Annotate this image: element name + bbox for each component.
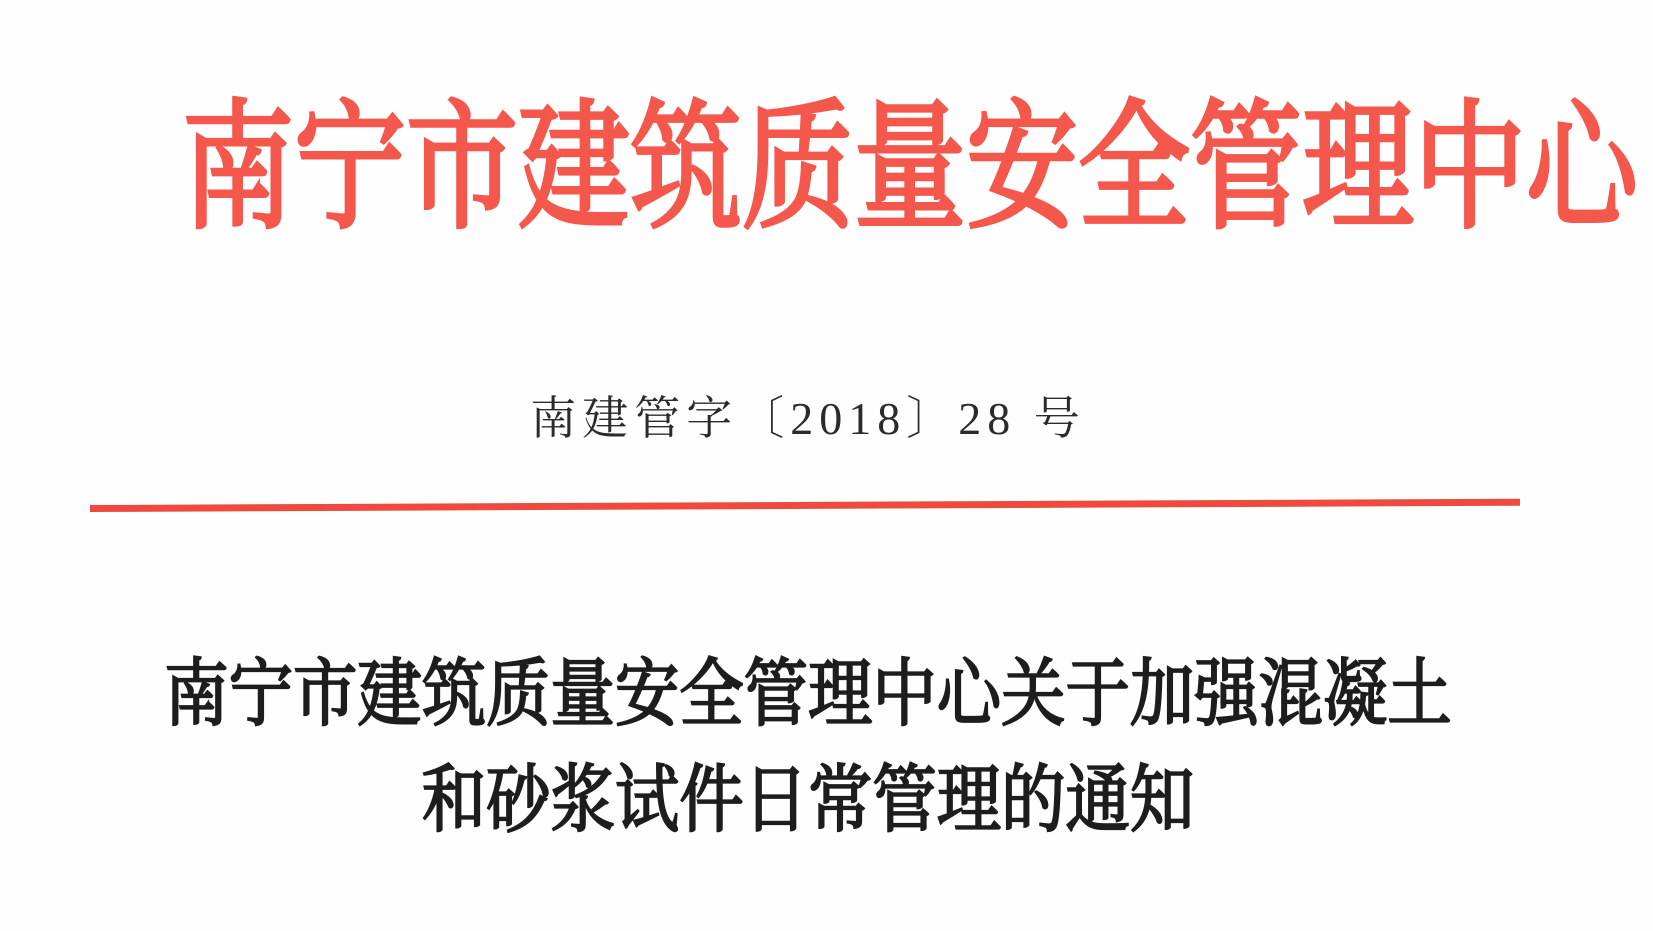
notice-title-line-1: 南宁市建筑质量安全管理中心关于加强混凝土	[164, 654, 1452, 736]
notice-title-line-2: 和砂浆试件日常管理的通知	[421, 760, 1195, 842]
org-name-heading: 南宁市建筑质量安全管理中心	[182, 92, 1639, 247]
doc-number: 南建管字〔2018〕28 号	[530, 393, 1086, 444]
letterhead	[0, 0, 1639, 247]
notice-title	[0, 642, 1616, 854]
red-divider-line	[90, 499, 1520, 512]
